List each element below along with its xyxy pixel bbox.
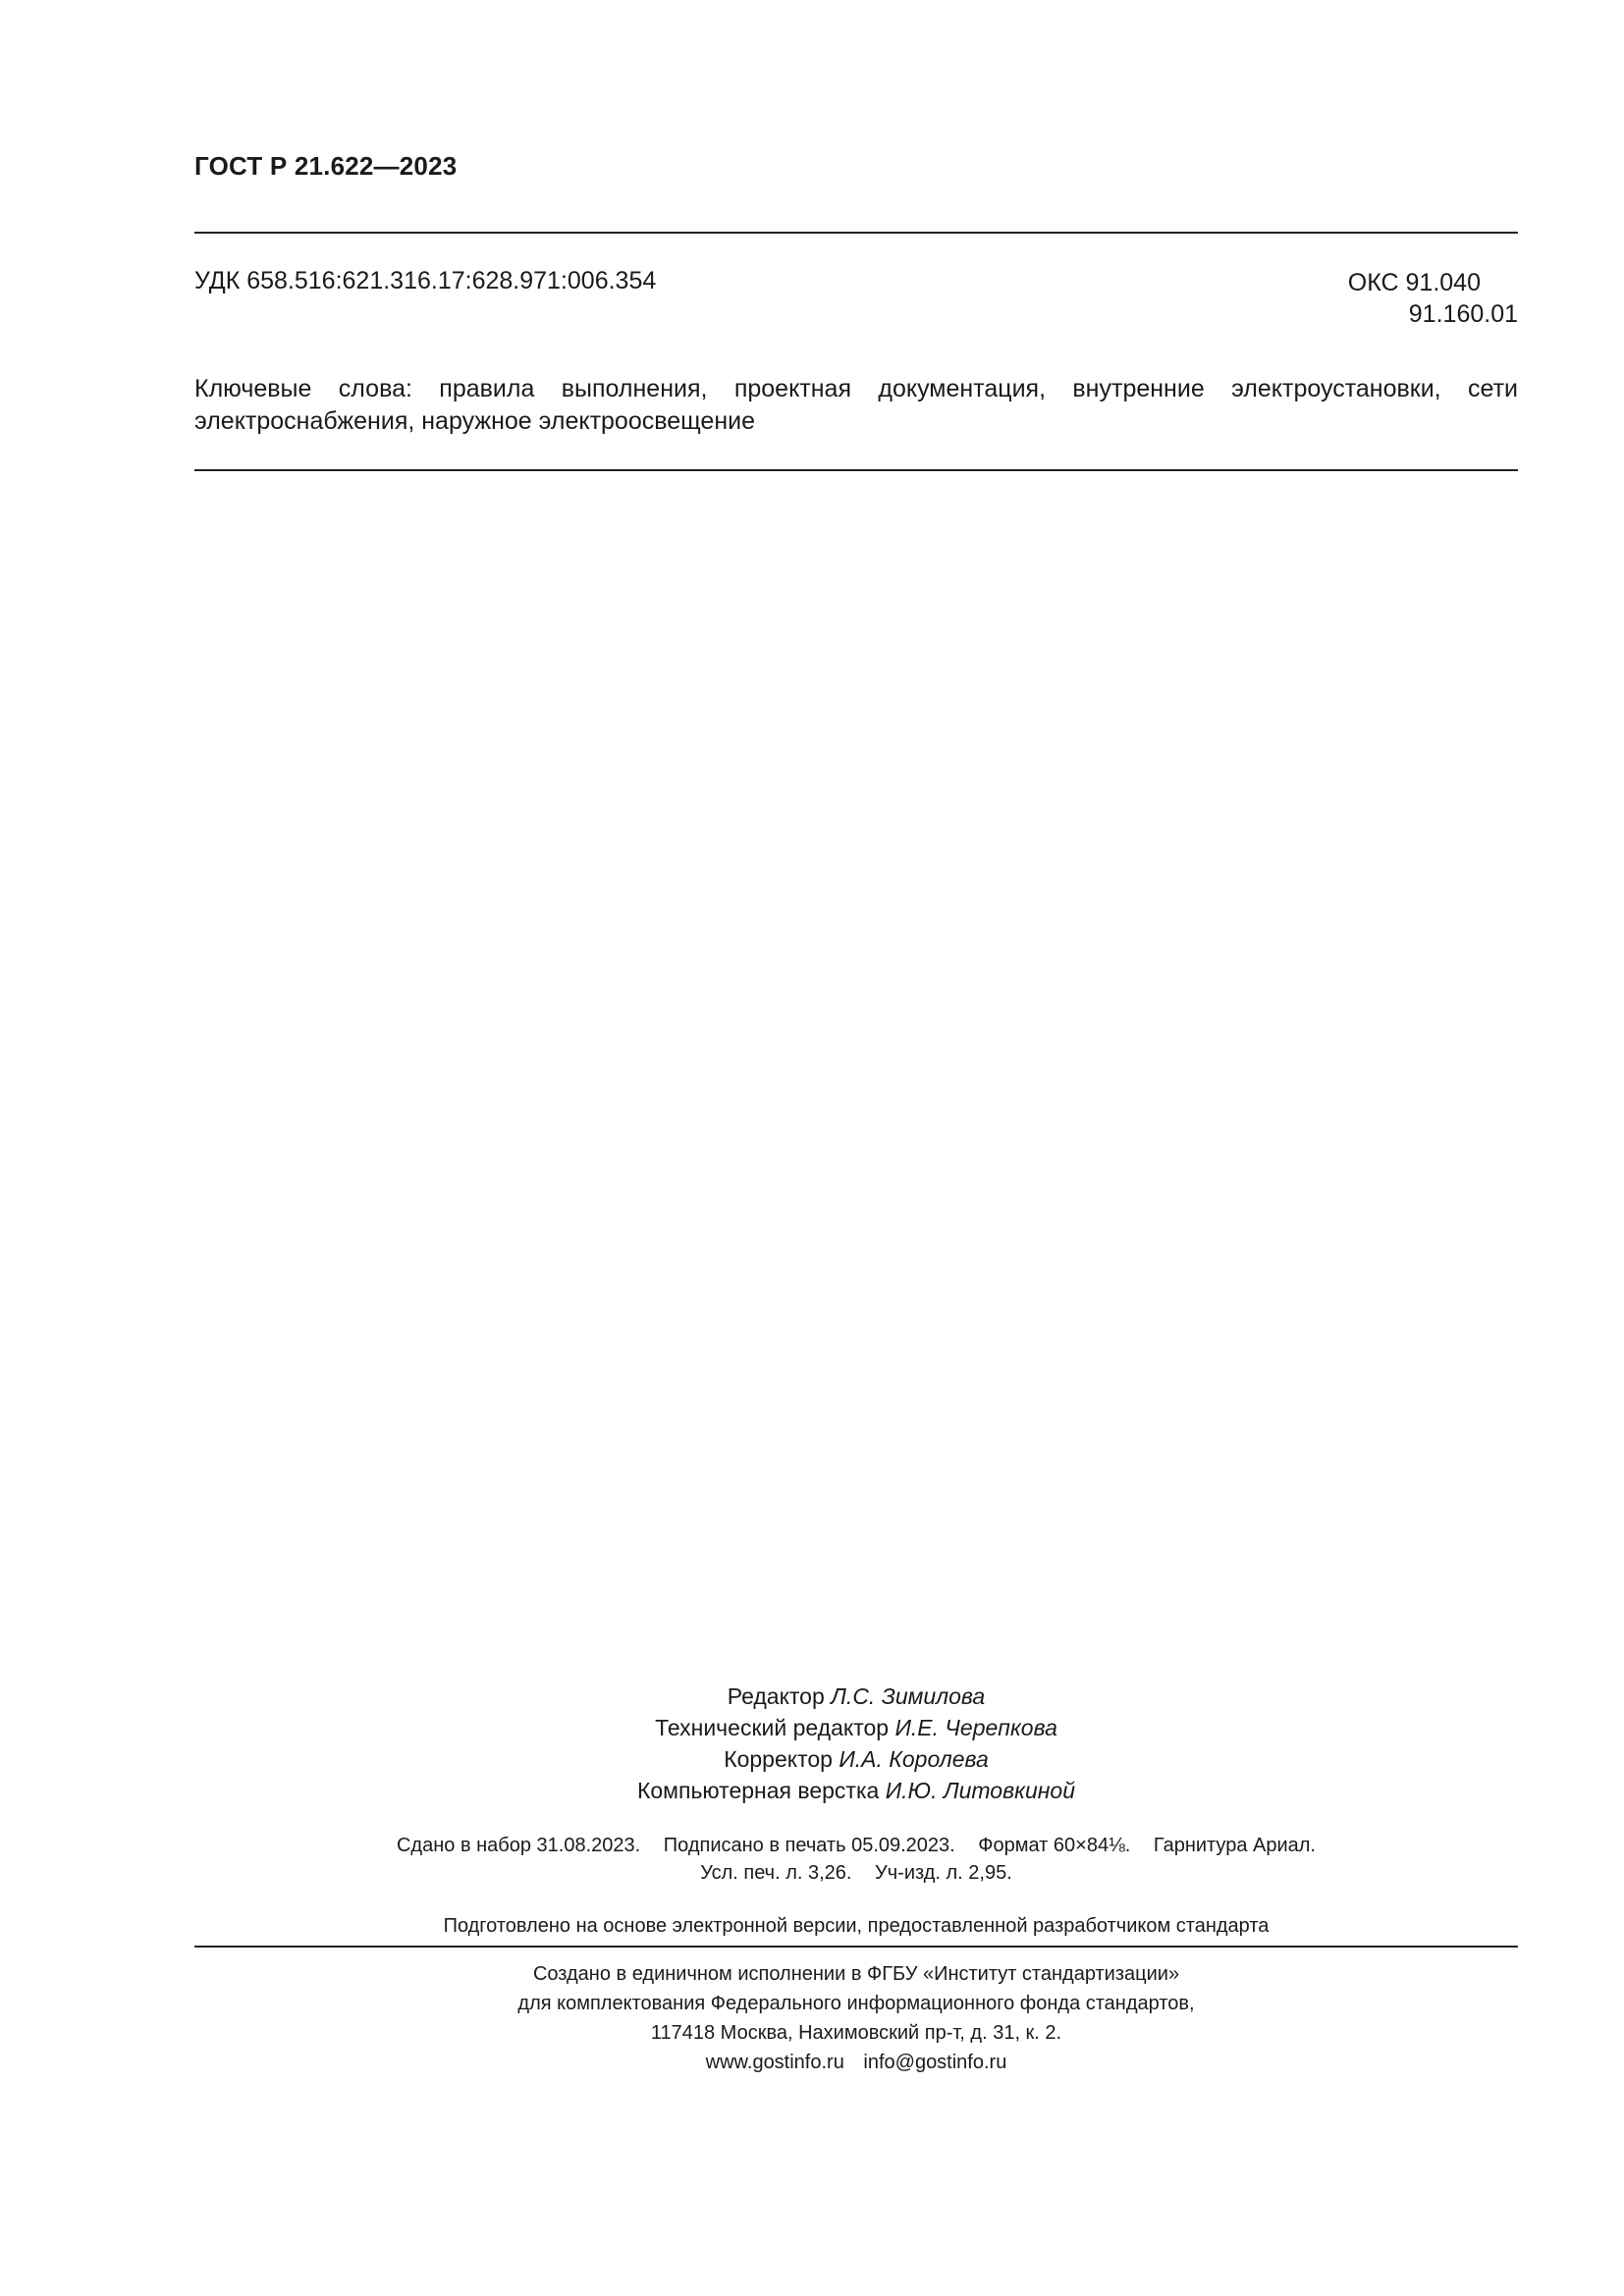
imprint-print-sheets: Усл. печ. л. 3,26.	[700, 1862, 852, 1884]
keywords-paragraph: Ключевые слова: правила выполнения, проектная документация, внутренние электроустановки, сети электроснабжения, наружное электроосвещение	[194, 375, 1518, 435]
keywords-divider	[194, 469, 1518, 471]
staff-name: И.Ю. Литовкиной	[885, 1778, 1075, 1803]
footer-contacts	[194, 2048, 1518, 2077]
imprint-submitted: Сдано в набор 31.08.2023.	[396, 1835, 641, 1856]
top-divider	[194, 232, 1518, 234]
imprint-publisher-sheets: Уч-изд. л. 2,95.	[875, 1862, 1012, 1884]
staff-technical-editor	[194, 1712, 1518, 1743]
udc-code: УДК 658.516:621.316.17:628.971:006.354	[194, 267, 657, 294]
staff-layout	[194, 1775, 1518, 1806]
prepared-note: Подготовлено на основе электронной версии, предоставленной разработчиком стандарта	[443, 1915, 1270, 1937]
publisher-footer	[194, 1959, 1518, 2077]
footer-divider	[194, 1946, 1518, 1948]
imprint-typeface: Гарнитура Ариал.	[1153, 1835, 1316, 1856]
staff-name: И.А. Королева	[839, 1746, 989, 1772]
oks-codes	[1348, 267, 1518, 330]
staff-name: Л.С. Зимилова	[831, 1683, 986, 1709]
staff-credits	[194, 1681, 1518, 1806]
staff-name: И.Е. Черепкова	[894, 1715, 1057, 1740]
imprint-line-1	[194, 1832, 1518, 1859]
document-code: ГОСТ Р 21.622—2023	[194, 151, 458, 181]
staff-role: Редактор	[727, 1683, 825, 1709]
imprint-details	[194, 1832, 1518, 1887]
staff-role: Компьютерная верстка	[636, 1778, 880, 1803]
oks-code-primary: ОКС 91.040	[1347, 269, 1481, 296]
footer-website-link[interactable]: www.gostinfo.ru	[705, 2052, 844, 2073]
staff-role: Корректор	[724, 1746, 833, 1772]
footer-line-1: Создано в единичном исполнении в ФГБУ «Институт стандартизации»	[532, 1963, 1180, 1985]
staff-proofreader	[194, 1743, 1518, 1775]
footer-address: 117418 Москва, Нахимовский пр-т, д. 31, к. 2.	[650, 2022, 1062, 2044]
imprint-line-2	[194, 1859, 1518, 1887]
oks-code-secondary: 91.160.01	[1408, 300, 1518, 328]
imprint-signed: Подписано в печать 05.09.2023.	[663, 1835, 955, 1856]
imprint-format: Формат 60×84⅛.	[978, 1835, 1131, 1856]
footer-line-2: для комплектования Федерального информационного фонда стандартов,	[517, 1993, 1195, 2014]
staff-role: Технический редактор	[655, 1715, 890, 1740]
staff-editor	[194, 1681, 1518, 1712]
footer-email-link[interactable]: info@gostinfo.ru	[863, 2052, 1007, 2073]
